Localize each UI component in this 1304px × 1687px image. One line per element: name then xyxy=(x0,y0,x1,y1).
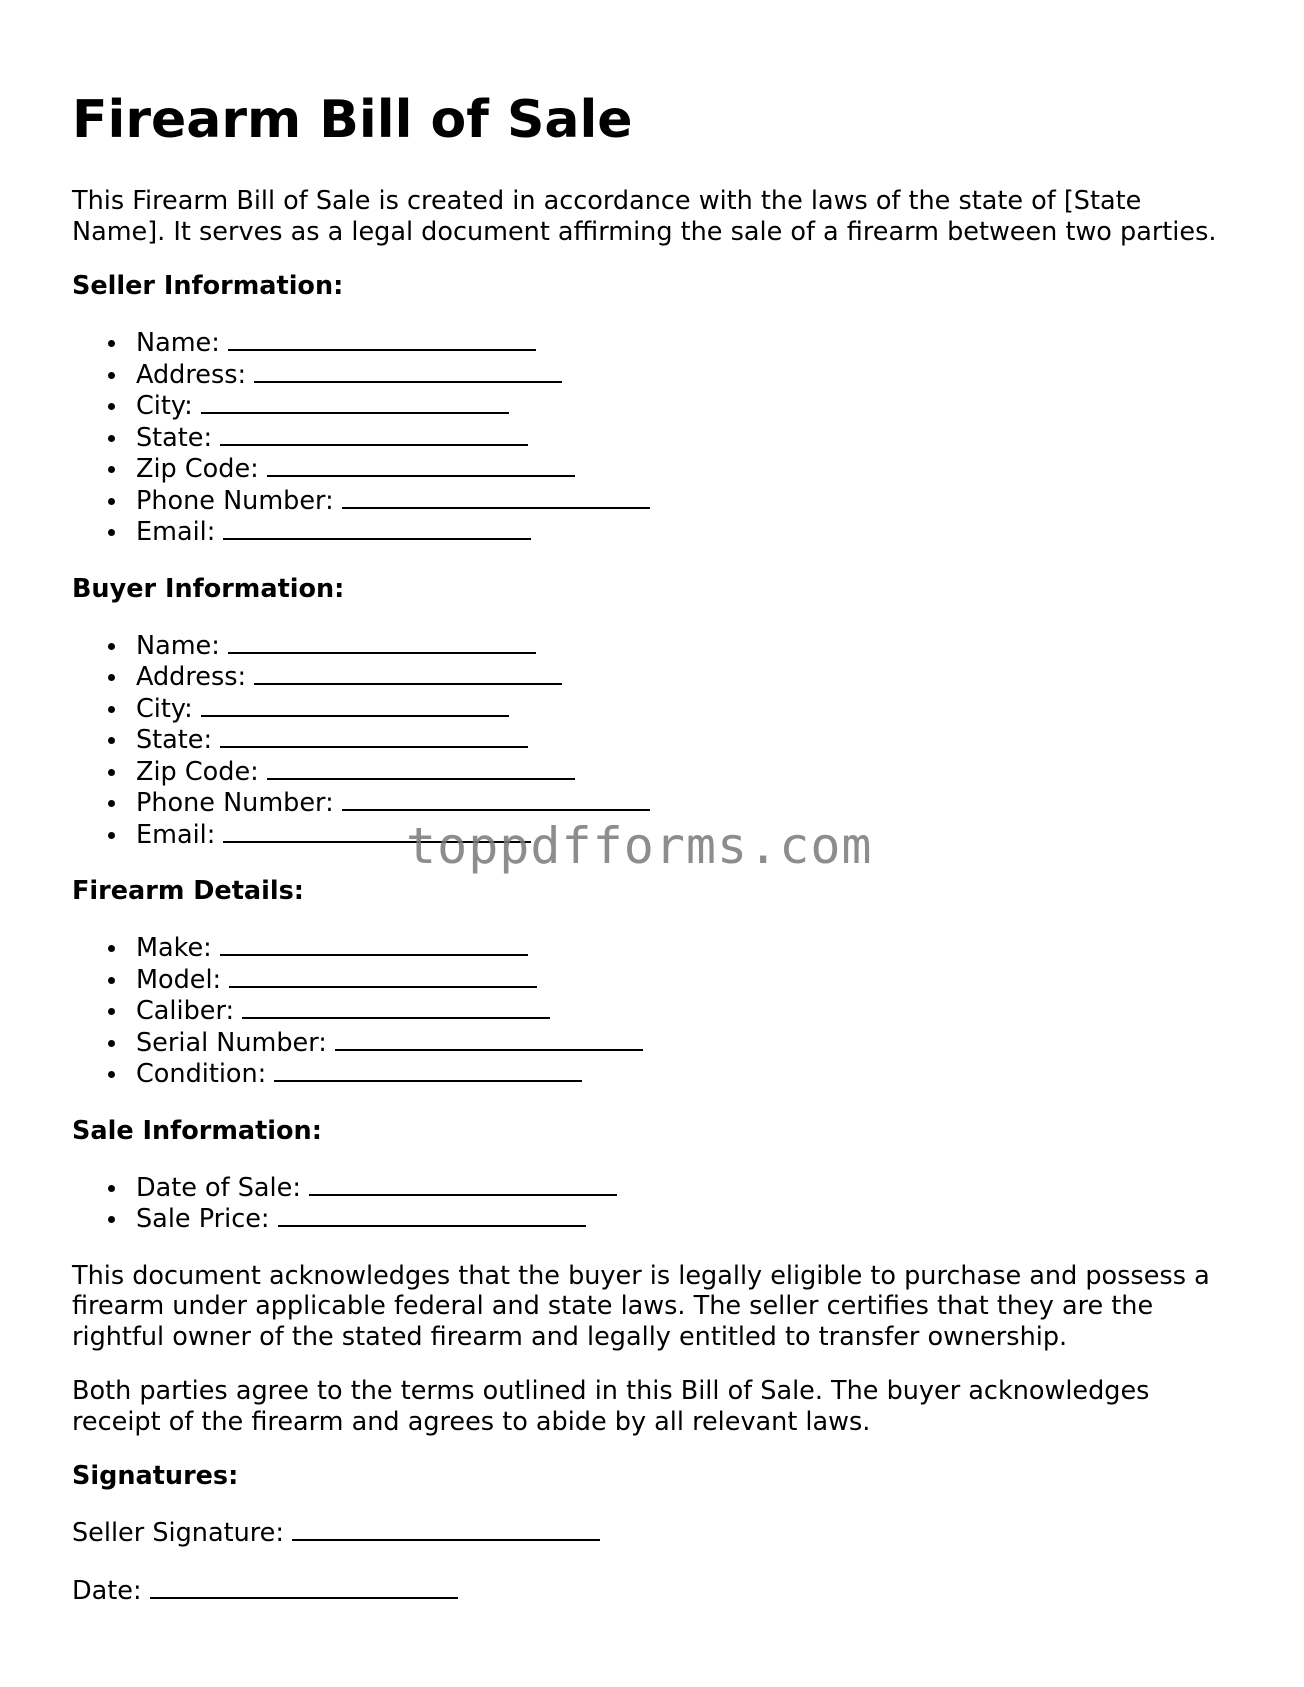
document-title: Firearm Bill of Sale xyxy=(72,90,633,150)
seller-phone-field: Phone Number: xyxy=(136,485,1242,517)
buyer-name-field: Name: xyxy=(136,630,1242,662)
buyer-address-field: Address: xyxy=(136,661,1242,693)
buyer-name-blank[interactable] xyxy=(228,630,536,654)
signature-date-blank[interactable] xyxy=(150,1575,458,1599)
firearm-serial-field: Serial Number: xyxy=(136,1027,1242,1059)
seller-state-blank[interactable] xyxy=(220,422,528,446)
seller-signature-blank[interactable] xyxy=(292,1517,600,1541)
firearm-caliber-blank[interactable] xyxy=(242,995,550,1019)
watermark-text: toppdfforms.com xyxy=(406,817,873,875)
buyer-phone-blank[interactable] xyxy=(342,787,650,811)
sale-price-field: Sale Price: xyxy=(136,1203,1242,1235)
buyer-city-blank[interactable] xyxy=(201,693,509,717)
sale-date-field: Date of Sale: xyxy=(136,1172,1242,1204)
sale-price-blank[interactable] xyxy=(278,1203,586,1227)
firearm-make-blank[interactable] xyxy=(220,932,528,956)
intro-paragraph: This Firearm Bill of Sale is created in accordance with the laws of the state of [State Name]. It serves as a legal document affirming the sale of a firearm between two parties. xyxy=(72,186,1217,247)
buyer-email-field: Email: xyxy=(136,819,1242,851)
buyer-zip-blank[interactable] xyxy=(267,756,575,780)
seller-address-field: Address: xyxy=(136,359,1242,391)
signature-date-line: Date: xyxy=(72,1575,1242,1607)
firearm-section-heading: Firearm Details: xyxy=(72,876,304,906)
seller-signature-line: Seller Signature: xyxy=(72,1517,1242,1549)
seller-section-heading: Seller Information: xyxy=(72,271,344,301)
seller-field-list xyxy=(72,327,1242,548)
firearm-caliber-field: Caliber: xyxy=(136,995,1242,1027)
agreement-paragraph: Both parties agree to the terms outlined in this Bill of Sale. The buyer acknowledges receipt of the firearm and agrees to abide by all relevant laws. xyxy=(72,1376,1150,1437)
signatures-section-heading: Signatures: xyxy=(72,1461,239,1491)
seller-state-field: State: xyxy=(136,422,1242,454)
buyer-address-blank[interactable] xyxy=(254,661,562,685)
firearm-model-field: Model: xyxy=(136,964,1242,996)
buyer-state-blank[interactable] xyxy=(220,724,528,748)
buyer-city-field: City: xyxy=(136,693,1242,725)
firearm-condition-field: Condition: xyxy=(136,1058,1242,1090)
seller-zip-blank[interactable] xyxy=(267,453,575,477)
seller-city-field: City: xyxy=(136,390,1242,422)
seller-phone-blank[interactable] xyxy=(342,485,650,509)
buyer-phone-field: Phone Number: xyxy=(136,787,1242,819)
seller-email-blank[interactable] xyxy=(223,516,531,540)
seller-name-field: Name: xyxy=(136,327,1242,359)
firearm-field-list xyxy=(72,932,1242,1090)
seller-name-blank[interactable] xyxy=(228,327,536,351)
seller-city-blank[interactable] xyxy=(201,390,509,414)
seller-address-blank[interactable] xyxy=(254,359,562,383)
buyer-section-heading: Buyer Information: xyxy=(72,573,345,604)
firearm-make-field: Make: xyxy=(136,932,1242,964)
firearm-model-blank[interactable] xyxy=(229,964,537,988)
buyer-state-field: State: xyxy=(136,724,1242,756)
firearm-serial-blank[interactable] xyxy=(335,1027,643,1051)
seller-zip-field: Zip Code: xyxy=(136,453,1242,485)
buyer-zip-field: Zip Code: xyxy=(136,756,1242,788)
seller-email-field: Email: xyxy=(136,516,1242,548)
sale-date-blank[interactable] xyxy=(309,1172,617,1196)
sale-field-list xyxy=(72,1172,1242,1235)
firearm-condition-blank[interactable] xyxy=(274,1058,582,1082)
acknowledgement-paragraph: This document acknowledges that the buyer is legally eligible to purchase and possess a firearm under applicable federal and state laws. The seller certifies that they are the rightful owner of the stated firearm and legally entitled to transfer ownership. xyxy=(72,1260,1210,1352)
sale-section-heading: Sale Information: xyxy=(72,1115,322,1146)
